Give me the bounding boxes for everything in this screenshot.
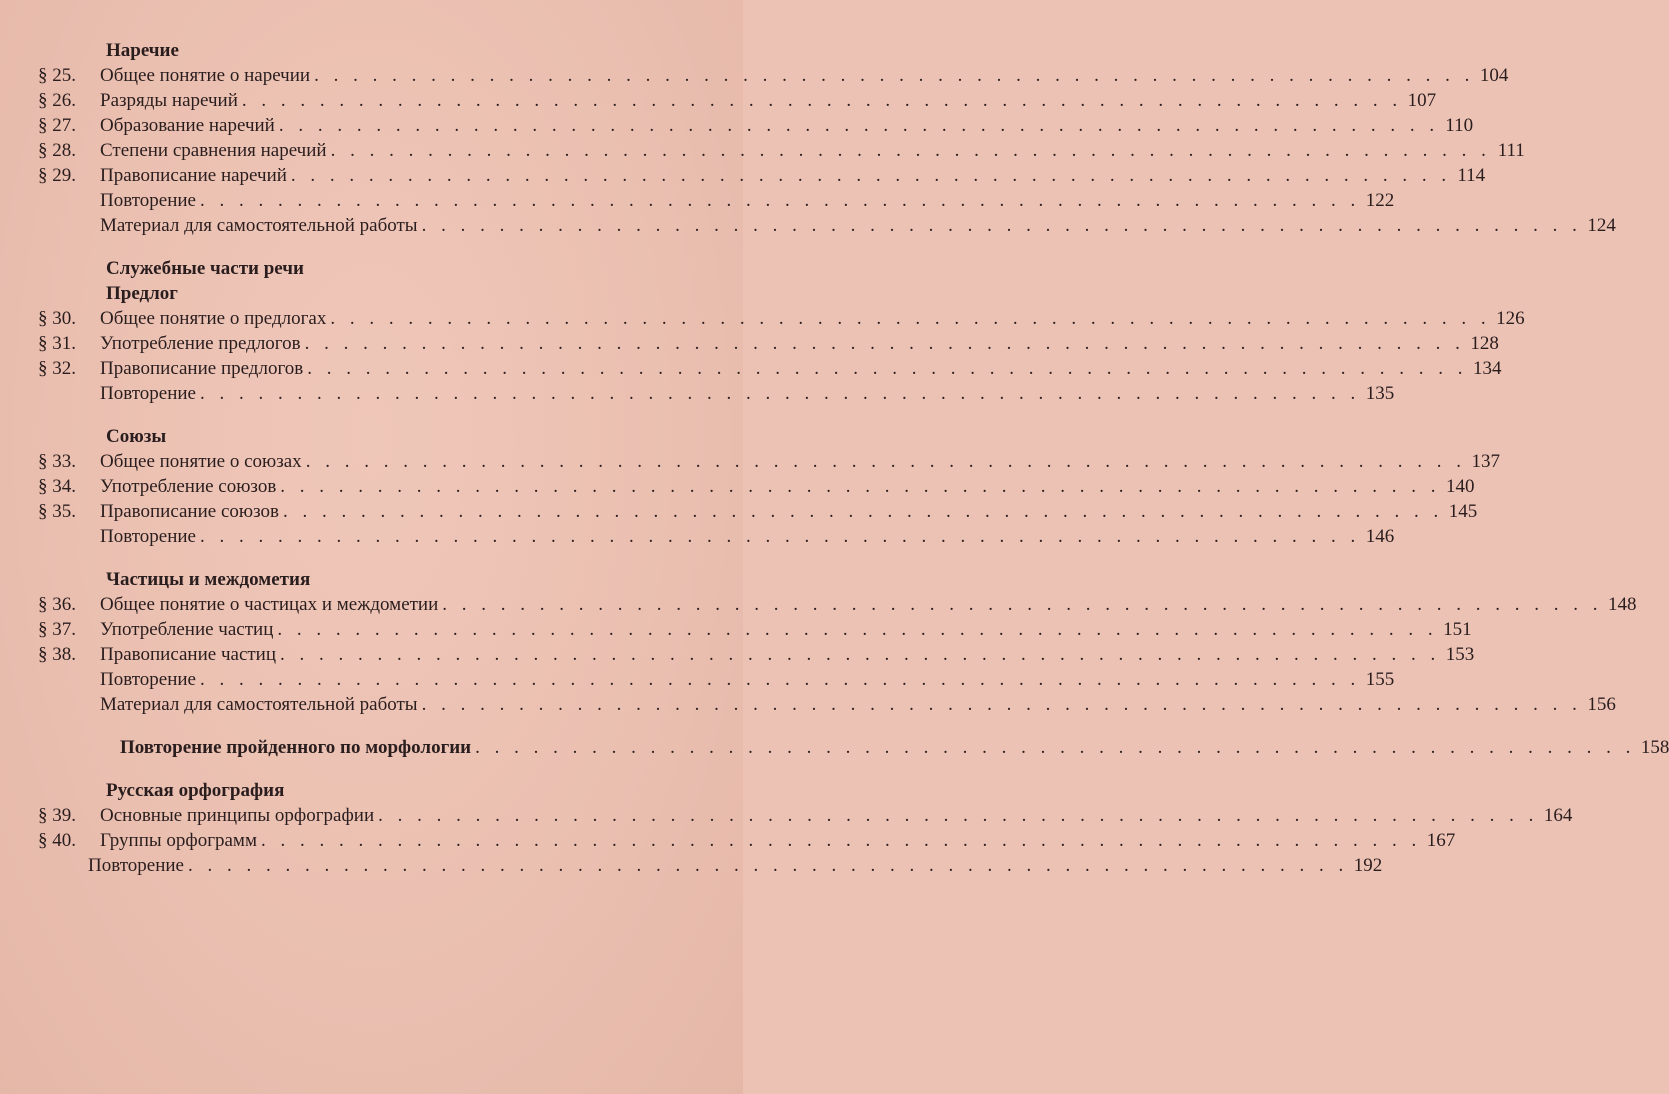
dot-leader: . . . . . . . . . . . . . . . . . . . . . . . . . . . . . . . . . . . . . . . . . . . . . . . . . . . . . . . . . . . .	[199, 526, 1361, 547]
entry-title: Материал для самостоятельной работы	[100, 694, 418, 715]
dot-leader: . . . . . . . . . . . . . . . . . . . . . . . . . . . . . . . . . . . . . . . . . . . . . . . . . . . . . . . . . . . .	[187, 855, 1349, 876]
entry-number: § 32.	[38, 358, 76, 379]
dot-leader: . . . . . . . . . . . . . . . . . . . . . . . . . . . . . . . . . . . . . . . . . . . . . . . . . . . . . . . . . . . .	[241, 90, 1403, 111]
entry-title: Материал для самостоятельной работы	[100, 215, 418, 236]
toc-entry[interactable]	[38, 499, 1478, 524]
toc-entry[interactable]	[38, 188, 1395, 213]
entry-title: Употребление частиц	[100, 619, 274, 640]
page-number: 104	[1479, 65, 1509, 86]
entry-number: § 40.	[38, 830, 76, 851]
entry-number: § 30.	[38, 308, 76, 329]
dot-leader: . . . . . . . . . . . . . . . . . . . . . . . . . . . . . . . . . . . . . . . . . . . . . . . . . . . . . . . . . . . .	[260, 830, 1422, 851]
entry-title: Основные принципы орфографии	[100, 805, 375, 826]
entry-number: § 34.	[38, 476, 76, 497]
section-gap	[38, 406, 680, 424]
page-number: 114	[1457, 165, 1486, 186]
section-gap	[38, 238, 680, 256]
page-number: 134	[1473, 358, 1502, 379]
entry-number: § 35.	[38, 501, 76, 522]
page-number: 148	[1608, 594, 1637, 615]
page-number: 137	[1471, 451, 1500, 472]
entry-number: § 36.	[38, 594, 76, 615]
dot-leader: . . . . . . . . . . . . . . . . . . . . . . . . . . . . . . . . . . . . . . . . . . . . . . . . . . . . . . . . . . . .	[475, 737, 1636, 758]
entry-title: Правописание частиц	[100, 644, 277, 665]
toc-entry[interactable]	[38, 449, 1500, 474]
entry-title: Разряды наречий	[100, 90, 238, 111]
dot-leader: . . . . . . . . . . . . . . . . . . . . . . . . . . . . . . . . . . . . . . . . . . . . . . . . . . . . . . . . . . . .	[280, 644, 1441, 665]
page-number: 151	[1443, 619, 1472, 640]
toc-entry[interactable]	[38, 828, 1456, 853]
toc-entry[interactable]	[38, 213, 1616, 238]
dot-leader: . . . . . . . . . . . . . . . . . . . . . . . . . . . . . . . . . . . . . . . . . . . . . . . . . . . . . . . . . . . .	[278, 115, 1440, 136]
section-gap	[38, 549, 680, 567]
page-number: 107	[1407, 90, 1437, 111]
entry-title: Повторение	[100, 383, 196, 404]
page-number: 146	[1365, 526, 1395, 547]
section-heading: Служебные части речи	[106, 258, 304, 279]
toc-entry[interactable]	[38, 474, 1475, 499]
entry-number: § 29.	[38, 165, 76, 186]
page-number: 128	[1470, 333, 1499, 354]
entry-title: Правописание наречий	[100, 165, 287, 186]
toc-entry[interactable]	[38, 692, 1616, 717]
dot-leader: . . . . . . . . . . . . . . . . . . . . . . . . . . . . . . . . . . . . . . . . . . . . . . . . . . . . . . . . . . . .	[314, 65, 1475, 86]
dot-leader: . . . . . . . . . . . . . . . . . . . . . . . . . . . . . . . . . . . . . . . . . . . . . . . . . . . . . . . . . . . .	[421, 215, 1582, 236]
dot-leader: . . . . . . . . . . . . . . . . . . . . . . . . . . . . . . . . . . . . . . . . . . . . . . . . . . . . . . . . . . . .	[280, 476, 1441, 497]
toc-entry[interactable]	[38, 306, 1525, 331]
dot-leader: . . . . . . . . . . . . . . . . . . . . . . . . . . . . . . . . . . . . . . . . . . . . . . . . . . . . . . . . . . . .	[199, 190, 1361, 211]
dot-leader: . . . . . . . . . . . . . . . . . . . . . . . . . . . . . . . . . . . . . . . . . . . . . . . . . . . . . . . . . . . .	[282, 501, 1444, 522]
section-heading: Союзы	[106, 426, 167, 447]
toc-entry[interactable]	[38, 617, 1472, 642]
toc-entry[interactable]	[38, 735, 1669, 760]
entry-title: Повторение пройденного по морфологии	[120, 737, 472, 758]
entry-number: § 26.	[38, 90, 76, 111]
section-gap	[38, 760, 680, 778]
entry-title: Общее понятие о союзах	[100, 451, 302, 472]
dot-leader: . . . . . . . . . . . . . . . . . . . . . . . . . . . . . . . . . . . . . . . . . . . . . . . . . . . . . . . . . . . .	[304, 333, 1465, 354]
toc-entry[interactable]	[38, 667, 1395, 692]
entry-number: § 37.	[38, 619, 76, 640]
page-number: 122	[1365, 190, 1395, 211]
page-number: 110	[1445, 115, 1474, 136]
toc-entry[interactable]	[38, 524, 1395, 549]
entry-title: Повторение	[100, 669, 196, 690]
entry-title: Употребление союзов	[100, 476, 277, 497]
entry-title: Повторение	[100, 526, 196, 547]
entry-title: Общее понятие о наречии	[100, 65, 311, 86]
entry-title: Общее понятие о предлогах	[100, 308, 327, 329]
entry-number: § 39.	[38, 805, 76, 826]
dot-leader: . . . . . . . . . . . . . . . . . . . . . . . . . . . . . . . . . . . . . . . . . . . . . . . . . . . . . . . . . . . .	[277, 619, 1438, 640]
section-heading: Наречие	[106, 40, 179, 61]
page-number: 135	[1365, 383, 1395, 404]
toc-entry[interactable]	[38, 642, 1475, 667]
toc-entry[interactable]	[38, 853, 1383, 878]
page-number: 124	[1587, 215, 1616, 236]
toc-entry[interactable]	[38, 592, 1637, 617]
entry-title: Степени сравнения наречий	[100, 140, 327, 161]
entry-title: Правописание союзов	[100, 501, 279, 522]
dot-leader: . . . . . . . . . . . . . . . . . . . . . . . . . . . . . . . . . . . . . . . . . . . . . . . . . . . . . . . . . . . .	[378, 805, 1539, 826]
dot-leader: . . . . . . . . . . . . . . . . . . . . . . . . . . . . . . . . . . . . . . . . . . . . . . . . . . . . . . . . . . . .	[290, 165, 1452, 186]
dot-leader: . . . . . . . . . . . . . . . . . . . . . . . . . . . . . . . . . . . . . . . . . . . . . . . . . . . . . . . . . . . .	[442, 594, 1603, 615]
entry-number: § 33.	[38, 451, 76, 472]
page-number: 158	[1640, 737, 1669, 758]
section-gap	[38, 717, 680, 735]
dot-leader: . . . . . . . . . . . . . . . . . . . . . . . . . . . . . . . . . . . . . . . . . . . . . . . . . . . . . . . . . . . .	[307, 358, 1468, 379]
toc-entry[interactable]	[38, 331, 1499, 356]
toc-entry[interactable]	[38, 63, 1509, 88]
page-number: 111	[1497, 140, 1525, 161]
page-number: 140	[1446, 476, 1475, 497]
dot-leader: . . . . . . . . . . . . . . . . . . . . . . . . . . . . . . . . . . . . . . . . . . . . . . . . . . . . . . . . . . . .	[199, 383, 1361, 404]
section-heading: Предлог	[106, 283, 178, 304]
table-of-contents	[38, 38, 1669, 878]
dot-leader: . . . . . . . . . . . . . . . . . . . . . . . . . . . . . . . . . . . . . . . . . . . . . . . . . . . . . . . . . . . .	[330, 308, 1491, 329]
toc-entry[interactable]	[38, 138, 1525, 163]
page-number: 153	[1445, 644, 1475, 665]
entry-title: Образование наречий	[100, 115, 275, 136]
page-number: 156	[1587, 694, 1616, 715]
toc-entry[interactable]	[38, 113, 1474, 138]
dot-leader: . . . . . . . . . . . . . . . . . . . . . . . . . . . . . . . . . . . . . . . . . . . . . . . . . . . . . . . . . . . .	[330, 140, 1491, 161]
entry-number: § 25.	[38, 65, 76, 86]
entry-title: Правописание предлогов	[100, 358, 304, 379]
page-number: 155	[1365, 669, 1395, 690]
page-number: 192	[1353, 855, 1383, 876]
toc-entry[interactable]	[38, 803, 1573, 828]
dot-leader: . . . . . . . . . . . . . . . . . . . . . . . . . . . . . . . . . . . . . . . . . . . . . . . . . . . . . . . . . . . .	[421, 694, 1582, 715]
entry-title: Употребление предлогов	[100, 333, 301, 354]
entry-title: Повторение	[100, 190, 196, 211]
entry-number: § 31.	[38, 333, 76, 354]
entry-title: Общее понятие о частицах и междометии	[100, 594, 439, 615]
page-number: 145	[1448, 501, 1478, 522]
entry-number: § 38.	[38, 644, 76, 665]
section-heading: Частицы и междометия	[106, 569, 311, 590]
entry-number: § 28.	[38, 140, 76, 161]
page-number: 167	[1426, 830, 1456, 851]
toc-entry[interactable]	[38, 163, 1486, 188]
page-number: 164	[1543, 805, 1573, 826]
entry-title: Повторение	[88, 855, 184, 876]
entry-number: § 27.	[38, 115, 76, 136]
entry-title: Группы орфограмм	[100, 830, 257, 851]
section-heading: Русская орфография	[106, 780, 285, 801]
dot-leader: . . . . . . . . . . . . . . . . . . . . . . . . . . . . . . . . . . . . . . . . . . . . . . . . . . . . . . . . . . . .	[305, 451, 1466, 472]
toc-entry[interactable]	[38, 381, 1395, 406]
page-number: 126	[1496, 308, 1525, 329]
toc-entry[interactable]	[38, 88, 1437, 113]
toc-entry[interactable]	[38, 356, 1502, 381]
dot-leader: . . . . . . . . . . . . . . . . . . . . . . . . . . . . . . . . . . . . . . . . . . . . . . . . . . . . . . . . . . . .	[199, 669, 1361, 690]
